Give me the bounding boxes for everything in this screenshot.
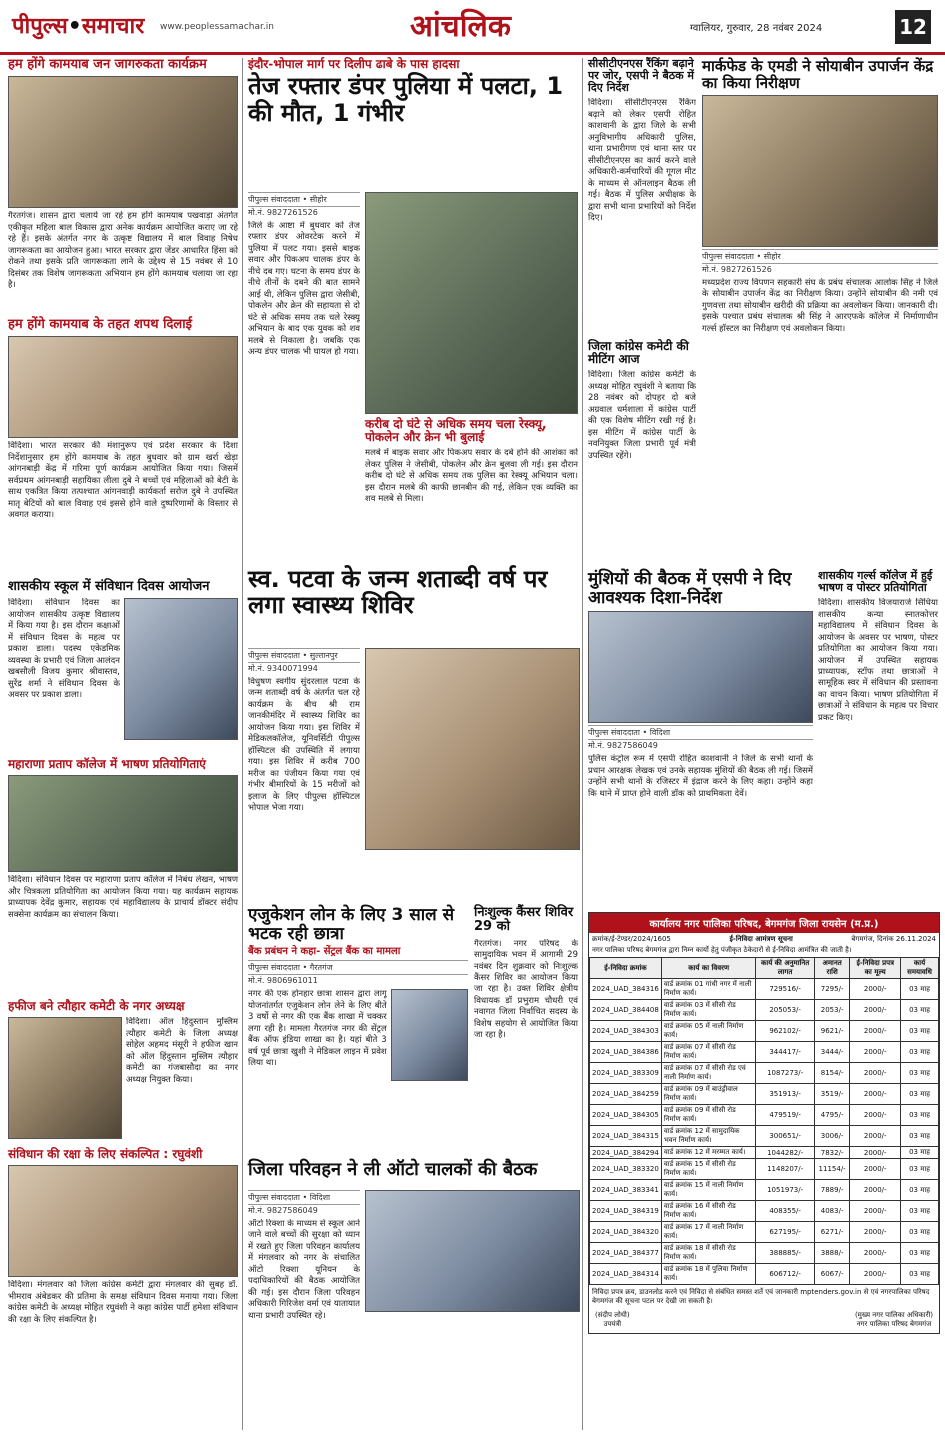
column-divider bbox=[242, 58, 243, 1430]
story-text: जिले के आष्टा में बुधवार को तेज रफ्तार डंपर ओवरटेक करने में पुलिया में पलट गया। इससे बाइक सवार और पिकअप चालक डंपर के नीचे दब गए। घटना के समय डंपर के नीचे तीनों के दबने की बात सामने आई थी, लेकिन पुलिस द्वारा जेसीबी, पोकलेन और क्रेन की सहायता से दो घंटे से अधिक समय तक चले रेस्क्यू अभियान के बाद एक युवक को शव मलबे से निकाला है। जबकि एक अन्य डंपर चालक भी घायल हो गया। bbox=[248, 221, 360, 358]
table-row bbox=[590, 1222, 939, 1243]
story-text: विधुषण स्वर्गीय सुंदरलाल पटवा के जन्म शताब्दी वर्ष के अंतर्गत चल रहे कार्यक्रम के बीच श्री राम जानकीमंदिर में स्वास्थ्य शिविर का आयोजन किया गया। इस शिविर में मेडिकलकॉलेज, यूनिवर्सिटी पीपुल्स हॉस्पिटल की उपस्थिति में लगाया गया। इस शिविर में करीब 700 मरीज का पंजीयन किया गया एवं गंभीर बीमारियों के 15 मरीजों को इलाज के लिए पीपुल्स हॉस्पिटल भोपाल भेजा गया। bbox=[248, 677, 360, 814]
mobile: मो.नं. 9340071994 bbox=[248, 664, 318, 673]
table-header: कार्य का विवरण bbox=[661, 958, 756, 979]
news-photo bbox=[365, 648, 580, 850]
mobile: मो.नं. 9827586049 bbox=[248, 1206, 318, 1215]
table-cell: 2024_UAD_384303 bbox=[590, 1021, 662, 1042]
table-cell: 606712/- bbox=[756, 1264, 814, 1285]
news-photo bbox=[365, 192, 578, 414]
story-text: विदिशा। मंगलवार को जिला कांग्रेस कमेटी द्वारा मंगलवार की सुबह डॉ. भीमराव अंबेडकर की प्रतिमा के समक्ष संविधान दिवस मनाया गया। जिला कांग्रेस कमेटी के अध्यक्ष मोहित रघुवंशी ने कहा कांग्रेस पार्टी हमेशा संविधान की रक्षा के लिए संकल्पित है। bbox=[8, 1280, 238, 1325]
table-row bbox=[590, 1243, 939, 1264]
mobile: मो.नं. 9827261526 bbox=[702, 265, 772, 274]
sign-right: (मुख्य नगर पालिका अधिकारी) bbox=[854, 1311, 933, 1319]
col3-story-c bbox=[588, 570, 813, 864]
headline: मुंशियों की बैठक में एसपी ने दिए आवश्यक दिशा-निर्देश bbox=[588, 569, 792, 608]
story-text: विदिशा। भारत सरकार की मंशानुरूप एवं प्रदेश सरकार के दिशा निर्देशानुसार हम होंगे कामयाब के तहत बुधवार को ग्राम खर्रा खेड़ा आंगनबाड़ी केंद्र में गरिमा पूर्ण कार्यक्रम आयोजित किया गया। जिसमें सर्वप्रथम आंगनबाड़ी सहायिका लीला दुबे ने बच्चों एवं महिलाओं को बेटी के साथ एकत्रित किया तत्पश्चात आंगनवाड़ी कार्यकर्ता सरोज दुबे ने उपस्थित मातृ बेटियों को बाल विवाह एवं इससे होने वाले दुष्परिणामों के विस्तार से अवगत कराया। bbox=[8, 441, 238, 521]
table-row bbox=[590, 1147, 939, 1159]
byline: पीपुल्स संवाददाता • विदिशा bbox=[248, 1190, 360, 1205]
news-photo bbox=[8, 775, 238, 872]
col4-story-b bbox=[818, 570, 938, 856]
story-text: विदिशा। सीसीटीएनएस रैंकिंग बढ़ाने को लेकर एसपी रोहित काशवानी के द्वारा जिले के सभी अनुविभागीय अधिकारी पुलिस, थाना प्रभारीगण एवं थाना स्तर पर सीसीटीएनएस का कार्य करने वाले अधिकारी-कर्मचारियों की गूगल मीट के माध्यम से ऑनलाइन बैठक ली गई। बैठक में पुलिस अधीक्षक के द्वारा सभी थाना प्रभारियों को निर्देश दिए। bbox=[588, 98, 696, 223]
table-row bbox=[590, 1201, 939, 1222]
table-cell: 3888/- bbox=[814, 1243, 850, 1264]
table-cell: 2000/- bbox=[850, 1084, 901, 1105]
mobile: मो.नं. 9806961011 bbox=[248, 976, 318, 986]
table-row bbox=[590, 1126, 939, 1147]
table-cell: 2000/- bbox=[850, 1201, 901, 1222]
table-cell: 205053/- bbox=[756, 1000, 814, 1021]
table-cell: 2000/- bbox=[850, 1147, 901, 1159]
headline: शासकीय गर्ल्स कॉलेज में हुई भाषण व पोस्टर प्रतियोगिता bbox=[818, 569, 933, 595]
table-row bbox=[590, 1063, 939, 1084]
table-cell: वार्ड क्रमांक 09 में सीसी रोड निर्माण कार्य। bbox=[661, 1105, 756, 1126]
tender-ref: क्रमांक/ई-टेण्डर/2024/1605 bbox=[592, 935, 671, 943]
table-cell: 1051973/- bbox=[756, 1180, 814, 1201]
table-cell: 03 माह bbox=[901, 1201, 939, 1222]
table-cell: 2024_UAD_383320 bbox=[590, 1159, 662, 1180]
table-cell: वार्ड क्रमांक 18 में सीसी रोड निर्माण कार्य। bbox=[661, 1243, 756, 1264]
news-photo bbox=[365, 1190, 580, 1312]
headline: हफीज बने त्यौहार कमेटी के नगर अध्यक्ष bbox=[8, 999, 185, 1013]
table-cell: 03 माह bbox=[901, 1243, 939, 1264]
table-row bbox=[590, 979, 939, 1000]
tender-notice bbox=[588, 912, 940, 1334]
byline: पीपुल्स संवाददाता • विदिशा bbox=[588, 725, 813, 740]
table-row bbox=[590, 1105, 939, 1126]
issue-date: ग्वालियर, गुरुवार, 28 नवंबर 2024 bbox=[690, 23, 823, 34]
table-cell: 4083/- bbox=[814, 1201, 850, 1222]
table-header: ई-निविदा क्रमांक bbox=[590, 958, 662, 979]
table-cell: 2000/- bbox=[850, 1105, 901, 1126]
story-text: नगर की एक होनहार छात्रा शासन द्वारा लागू योजनांतर्गत एजुकेशन लोन लेने के लिए बीते 3 वर्षो से नगर की एक बैंक शाखा में चक्कर लगा रही है। मामला गैरतगंज नगर की सेंट्रल बैंक ऑफ इंडिया शाखा का है। यहां बीते 3 वर्ष पूर्व छात्रा खुशी ने मेडिकल लाइन में प्रवेश लिया था। bbox=[248, 989, 387, 1069]
table-row bbox=[590, 1084, 939, 1105]
table-cell: 2024_UAD_384294 bbox=[590, 1147, 662, 1159]
table-cell: 2024_UAD_384315 bbox=[590, 1126, 662, 1147]
story-text: विदिशा। शासकीय विजयाराजे सिंधिया शासकीय कन्या स्नातकोत्तर महाविद्यालय में संविधान दिवस के आयोजन के अवसर पर भाषण, पोस्टर प्रतियोगिता का आयोजन किया गया। आयोजन में उपस्थित सहायक प्राध्यापक, स्टॉफ तथा छात्राओं ने सामूहिक स्वर में संविधान की प्रस्तावना का वाचन किया। भाषण प्रतियोगिता में छात्राओं ने संविधान के महत्व पर विचार प्रकट किए। bbox=[818, 598, 938, 723]
table-header: अमानत राशि bbox=[814, 958, 850, 979]
table-cell: 300651/- bbox=[756, 1126, 814, 1147]
table-cell: 2000/- bbox=[850, 979, 901, 1000]
table-cell: 03 माह bbox=[901, 1000, 939, 1021]
table-cell: वार्ड क्रमांक 01 गांधी नगर में नाली निर्माण कार्य। bbox=[661, 979, 756, 1000]
news-photo bbox=[8, 1165, 238, 1277]
table-cell: 2024_UAD_384386 bbox=[590, 1042, 662, 1063]
table-cell: 03 माह bbox=[901, 1084, 939, 1105]
headline: तेज रफ्तार डंपर पुलिया में पलटा, 1 की मौत, 1 गंभीर bbox=[248, 72, 564, 127]
tender-notice-label: ई-निविदा आमंत्रण सूचना bbox=[729, 935, 793, 943]
tender-title: कार्यालय नगर पालिका परिषद, बेगमगंज जिला रायसेन (म.प्र.) bbox=[589, 913, 939, 933]
table-cell: 2000/- bbox=[850, 1222, 901, 1243]
table-cell: 344417/- bbox=[756, 1042, 814, 1063]
table-row bbox=[590, 1159, 939, 1180]
column-divider bbox=[582, 58, 583, 1430]
byline: पीपुल्स संवाददाता • गैरतगंज bbox=[248, 960, 468, 975]
table-cell: 408355/- bbox=[756, 1201, 814, 1222]
table-cell: 03 माह bbox=[901, 1180, 939, 1201]
col1-story-a bbox=[8, 58, 238, 301]
story-text: मध्यप्रदेश राज्य विपणन सहकारी संघ के प्रबंध संचालक आलोक सिंह ने जिले के सोयाबीन उपार्जन केंद्र का निरीक्षण किया। उन्होंने सोयाबीन की नमी एवं गुणवत्ता तथा सोयाबीन खरीदी की प्रक्रिया का अवलोकन किया। जानकारी दी। इसके पश्चात प्रबंध संचालक श्री सिंह ने आरएफके कॉलेज में निर्माणाधीन गर्ल्स हॉस्टल का निरीक्षण एवं अवलोकन किया। bbox=[702, 278, 938, 334]
table-cell: 2024_UAD_384408 bbox=[590, 1000, 662, 1021]
sign-right-title: नगर पालिका परिषद बेगमगंज bbox=[856, 1320, 932, 1328]
kicker: इंदौर-भोपाल मार्ग पर दिलीप ढाबे के पास हादसा bbox=[248, 57, 460, 71]
table-cell: 479519/- bbox=[756, 1105, 814, 1126]
headline: संविधान की रक्षा के लिए संकल्पित : रघुवंशी bbox=[8, 1147, 203, 1161]
table-cell: 2024_UAD_383341 bbox=[590, 1180, 662, 1201]
table-row bbox=[590, 1000, 939, 1021]
table-cell: वार्ड क्रमांक 15 में सीसी रोड निर्माण कार्य। bbox=[661, 1159, 756, 1180]
tender-intro: नगर पालिका परिषद बेगमगंज द्वारा निम्न कार्यो हेतु पंजीकृत ठेकेदारों से ई-निविदा आमंत्रित की जाती है। bbox=[592, 946, 852, 954]
table-cell: वार्ड क्रमांक 12 में मरम्मत कार्य। bbox=[661, 1147, 756, 1159]
site-url[interactable]: www.peoplessamachar.in bbox=[160, 22, 274, 32]
col1-story-b bbox=[8, 318, 238, 561]
table-cell: 3444/- bbox=[814, 1042, 850, 1063]
patwa-story bbox=[248, 566, 578, 619]
headline: हम होंगे कामयाब जन जागरुकता कार्यक्रम bbox=[8, 57, 207, 72]
story-text: गैरतगंज। शासन द्वारा चलाये जा रहे हम होंगे कामयाब पखवाड़ा अंतर्गत एकीकृत महिला बाल विकास द्वारा अनेक कार्यक्रम आयोजित कराए जा रहे रहे हैं। इसके अंतर्गत नगर के उत्कृष्ट विद्यालय में बाल विवाह निषेध जागरूकता का आयोजन हुआ। भारत सरकार द्वारा जेंडर आधारित हिंसा को रोकने तथा इसके प्रति जागरूकता लाने के उद्देश्य से 15 नवंबर से 10 दिसंबर तक विशेष जागरूकता अभियान हम होंगे कामयाब चलाया जा रहा है। bbox=[8, 211, 238, 291]
patwa-body bbox=[248, 648, 360, 877]
col1-story-d bbox=[8, 758, 238, 965]
table-cell: 2024_UAD_384319 bbox=[590, 1201, 662, 1222]
news-photo bbox=[8, 76, 238, 208]
headline: स्व. पटवा के जन्म शताब्दी वर्ष पर लगा स्वास्थ्य शिविर bbox=[248, 565, 548, 620]
table-cell: 2024_UAD_384316 bbox=[590, 979, 662, 1000]
byline: पीपुल्स संवाददाता • सुल्तानपुर bbox=[248, 648, 360, 663]
table-cell: 03 माह bbox=[901, 1222, 939, 1243]
story-text: पुलिस कंट्रोल रूम में एसपी रोहित काशवानी ने जिले के सभी थानों के प्रधान आरक्षक लेखक एवं उनके सहायक मुंशियों की बैठक ली गई। जिसमें उन्होंने सभी थानों के रजिस्टर में इंद्राज करने के लिए कहा। उन्होंने कहा कि थाने में प्राप्त होने वाली डॉक को प्राथमिकता देवें। bbox=[588, 754, 813, 799]
news-photo bbox=[391, 989, 468, 1081]
tender-table bbox=[589, 957, 939, 1285]
brand-logo: पीपुल्स•समाचार bbox=[12, 14, 145, 39]
headline: एजुकेशन लोन के लिए 3 साल से भटक रही छात्रा bbox=[248, 905, 455, 944]
headline: निःशुल्क कैंसर शिविर 29 को bbox=[474, 905, 574, 935]
headline: शासकीय स्कूल में संविधान दिवस आयोजन bbox=[8, 579, 210, 594]
table-cell: 03 माह bbox=[901, 1264, 939, 1285]
photo-caption: करीब दो घंटे से अधिक समय चला रेस्क्यू, पोकलेन और क्रेन भी बुलाई bbox=[365, 417, 547, 445]
mobile: मो.नं. 9827586049 bbox=[588, 741, 658, 751]
byline: पीपुल्स संवाददाता • सीहोर bbox=[702, 249, 938, 264]
table-header: कार्य की अनुमानित लागत bbox=[756, 958, 814, 979]
col1-story-f bbox=[8, 1148, 238, 1390]
byline: पीपुल्स संवाददाता • सीहोर bbox=[248, 192, 360, 207]
table-cell: 03 माह bbox=[901, 1105, 939, 1126]
table-header: कार्य समयावधि bbox=[901, 958, 939, 979]
headline: मार्कफेड के एमडी ने सोयाबीन उपार्जन केंद्र का किया निरीक्षण bbox=[702, 57, 934, 92]
table-cell: 2053/- bbox=[814, 1000, 850, 1021]
table-header: ई-निविदा प्रपत्र का मूल्य bbox=[850, 958, 901, 979]
table-row bbox=[590, 1180, 939, 1201]
table-cell: 03 माह bbox=[901, 1159, 939, 1180]
table-row bbox=[590, 1042, 939, 1063]
table-cell: 2000/- bbox=[850, 1063, 901, 1084]
table-cell: 1087273/- bbox=[756, 1063, 814, 1084]
table-cell: 2000/- bbox=[850, 1243, 901, 1264]
col1-story-c bbox=[8, 580, 238, 740]
table-cell: 2024_UAD_384377 bbox=[590, 1243, 662, 1264]
table-cell: 4795/- bbox=[814, 1105, 850, 1126]
news-photo bbox=[588, 611, 813, 723]
table-cell: 2024_UAD_384259 bbox=[590, 1084, 662, 1105]
tender-date: बेगमगंज, दिनांक 26.11.2024 bbox=[851, 935, 936, 943]
headline: जिला कांग्रेस कमेटी की मीटिंग आज bbox=[588, 339, 689, 367]
table-cell: 2000/- bbox=[850, 1180, 901, 1201]
table-cell: 2000/- bbox=[850, 1264, 901, 1285]
table-cell: 9621/- bbox=[814, 1021, 850, 1042]
table-cell: वार्ड क्रमांक 16 में सीसी रोड निर्माण कार्य। bbox=[661, 1201, 756, 1222]
table-cell: 11154/- bbox=[814, 1159, 850, 1180]
table-cell: 7889/- bbox=[814, 1180, 850, 1201]
table-cell: वार्ड क्रमांक 17 में नाली निर्माण कार्य। bbox=[661, 1222, 756, 1243]
cancer-camp-story bbox=[474, 906, 578, 1149]
headline: महाराणा प्रताप कॉलेज में भाषण प्रतियोगिताएं bbox=[8, 757, 206, 771]
story-text: विदिशा। संविधान दिवस पर महाराणा प्रताप कॉलेज में निबंध लेखन, भाषण और चित्रकला प्रतियोगिता का आयोजन किया गया। यह कार्यक्रम सहायक प्राध्यापक देवेंद्र कुमार, सहायक एवं महाविद्यालय के प्राचार्य डॉक्टर संदीप सक्सेना कार्यक्रम का संचालन किया। bbox=[8, 875, 238, 920]
table-cell: वार्ड क्रमांक 12 में सामुदायिक भवन निर्माण कार्य। bbox=[661, 1126, 756, 1147]
table-cell: 729516/- bbox=[756, 979, 814, 1000]
table-cell: 627195/- bbox=[756, 1222, 814, 1243]
table-cell: 2000/- bbox=[850, 1126, 901, 1147]
loan-story bbox=[248, 906, 468, 1149]
table-cell: 3519/- bbox=[814, 1084, 850, 1105]
table-cell: 1148207/- bbox=[756, 1159, 814, 1180]
headline: हम होंगे कामयाब के तहत शपथ दिलाई bbox=[8, 317, 192, 332]
table-cell: 962102/- bbox=[756, 1021, 814, 1042]
table-cell: 03 माह bbox=[901, 1021, 939, 1042]
page-number: 12 bbox=[895, 10, 931, 44]
subheadline: बैंक प्रबंधन ने कहा- सेंट्रल बैंक का मामला bbox=[248, 946, 401, 958]
table-cell: 2000/- bbox=[850, 1000, 901, 1021]
table-cell: 03 माह bbox=[901, 1063, 939, 1084]
table-cell: वार्ड क्रमांक 03 में सीसी रोड निर्माण कार्य। bbox=[661, 1000, 756, 1021]
news-photo bbox=[124, 598, 238, 740]
transport-body bbox=[248, 1190, 360, 1419]
table-cell: 6271/- bbox=[814, 1222, 850, 1243]
news-photo bbox=[702, 95, 938, 247]
table-row bbox=[590, 1021, 939, 1042]
sign-left: (संदीप लोधी) bbox=[595, 1311, 630, 1319]
table-cell: वार्ड क्रमांक 07 में सीसी रोड निर्माण कार्य। bbox=[661, 1042, 756, 1063]
table-cell: वार्ड क्रमांक 18 में पुलिया निर्माण कार्य। bbox=[661, 1264, 756, 1285]
table-cell: 1044282/- bbox=[756, 1147, 814, 1159]
table-cell: 3006/- bbox=[814, 1126, 850, 1147]
mobile: मो.नं. 9827261526 bbox=[248, 208, 318, 217]
table-cell: वार्ड क्रमांक 07 में सीसी रोड एवं नाली निर्माण कार्य। bbox=[661, 1063, 756, 1084]
table-cell: 2024_UAD_384314 bbox=[590, 1264, 662, 1285]
story-text: मलबे में बाइक सवार और पिकअप सवार के दबे होने की आशंका को लेकर पुलिस ने जेसीबी, पोकलेन और क्रेन बुलवा ली गई। इस दौरान करीब दो घंटे से अधिक समय तक पुलिस का रेस्क्यू अभियान चला। इस दौरान मलबे की काफी छानबीन की गई, लेकिन एक व्यक्ति का शव मलबे से मिला। bbox=[365, 448, 578, 505]
table-cell: 2000/- bbox=[850, 1042, 901, 1063]
sign-left-title: उपयंत्री bbox=[603, 1320, 622, 1328]
table-cell: 2024_UAD_383309 bbox=[590, 1063, 662, 1084]
table-cell: वार्ड क्रमांक 15 में नाली निर्माण कार्य। bbox=[661, 1180, 756, 1201]
table-cell: 03 माह bbox=[901, 1147, 939, 1159]
headline: सीसीटीएनएस रैंकिंग बढ़ाने पर जोर, एसपी ने बैठक में दिए निर्देश bbox=[588, 57, 695, 95]
table-cell: 03 माह bbox=[901, 979, 939, 1000]
table-cell: वार्ड क्रमांक 05 में नाली निर्माण कार्य। bbox=[661, 1021, 756, 1042]
table-cell: 2000/- bbox=[850, 1021, 901, 1042]
story-text: गैरतगंज। नगर परिषद के सामुदायिक भवन में आगामी 29 नवंबर दिन शुक्रवार को निःशुल्क कैंसर शिविर का आयोजन किया जा रहा है। उक्त शिविर क्षेत्रीय विधायक डॉ प्रभुराम चौधरी एवं नवागत जिला निर्वाचित सदस्य के विशेष सहयोग से आयोजित किया जा रहा है। bbox=[474, 938, 578, 1041]
col3-story-b bbox=[588, 340, 696, 560]
story-text: विदिशा। जिला कांग्रेस कमेटी के अध्यक्ष मोहित रघुवंशी ने बताया कि 28 नवंबर को दोपहर दो बजे अग्रवाल धर्मशाला में कांग्रेस पार्टी की एक विशेष मीटिंग रखी गई है। इस मीटिंग में कांग्रेस पार्टी के नवनियुक्त जिला प्रभारी पूर्व मंत्री उपस्थित रहेंगे। bbox=[588, 370, 696, 461]
table-cell: 2024_UAD_384320 bbox=[590, 1222, 662, 1243]
table-cell: 8154/- bbox=[814, 1063, 850, 1084]
lead-photo-block bbox=[365, 192, 578, 520]
table-cell: 351913/- bbox=[756, 1084, 814, 1105]
table-cell: 7295/- bbox=[814, 979, 850, 1000]
headline: जिला परिवहन ने ली ऑटो चालकों की बैठक bbox=[248, 1159, 538, 1180]
table-row bbox=[590, 1264, 939, 1285]
col3-story-a bbox=[588, 58, 696, 316]
story-text: विदिशा। ऑल हिंदुस्तान मुस्लिम त्यौहार कमेटी के जिला अध्यक्ष सोहेल अहमद मंसूरी ने हफीज खान को ऑल हिंदुस्तान मुस्लिम त्यौहार कमेटी का गंजबासौदा का नगर अध्यक्ष नियुक्त किया। bbox=[126, 1017, 238, 1085]
tender-footer: निविदा प्रपत्र क्रय, डाउनलोड करने एवं निविदा से संबंधित समस्त शर्ते एवं जानकारी mptenders.gov.in से एवं नगरपालिका परिषद बेगमगंज की सूचना पटल पर देखी जा सकती है। bbox=[592, 1288, 930, 1305]
table-cell: 388885/- bbox=[756, 1243, 814, 1264]
lead-story bbox=[248, 58, 578, 126]
col1-story-e bbox=[8, 1000, 238, 1139]
table-cell: 03 माह bbox=[901, 1126, 939, 1147]
table-cell: 2024_UAD_384305 bbox=[590, 1105, 662, 1126]
news-photo bbox=[8, 336, 238, 438]
table-cell: 2000/- bbox=[850, 1159, 901, 1180]
section-title: आंचलिक bbox=[410, 9, 511, 44]
lead-body bbox=[248, 192, 360, 541]
news-photo bbox=[8, 1017, 122, 1139]
table-cell: वार्ड क्रमांक 09 में बाउंड्रीवाल निर्माण कार्य। bbox=[661, 1084, 756, 1105]
table-cell: 6067/- bbox=[814, 1264, 850, 1285]
transport-story bbox=[248, 1160, 578, 1180]
story-text: विदिशा। संविधान दिवस का आयोजन शासकीय उत्कृष्ट विद्यालय में किया गया है। इस दौरान कक्षाओं में संविधान दिवस के महत्व पर प्रकाश डाला। पदस्थ एकेडमिक व्यवस्था के प्रभारी एवं जिला आलंदन खबसौली विजय कुमार श्रीवास्तव, सुरेंद्र शर्मा ने संविधान दिवस के अवसर पर प्रकाश डाला। bbox=[8, 598, 120, 701]
table-cell: 7832/- bbox=[814, 1147, 850, 1159]
story-text: ऑटो रिक्शा के माध्यम से स्कूल आने जाने वाले बच्चों की सुरक्षा को ध्यान में रखते हुए जिला परिवहन कार्यालय में मंगलवार को नगर के संचालित ऑटो रिक्शा यूनियन के पदाधिकारियों की बैठक आयोजित की गई। इस दौरान जिला परिवहन अधिकारी गिरिजेश वर्मा एवं यातायात थाना प्रभारी उपस्थित रहे। bbox=[248, 1219, 360, 1321]
col4-story-a bbox=[702, 58, 938, 524]
table-cell: 03 माह bbox=[901, 1042, 939, 1063]
